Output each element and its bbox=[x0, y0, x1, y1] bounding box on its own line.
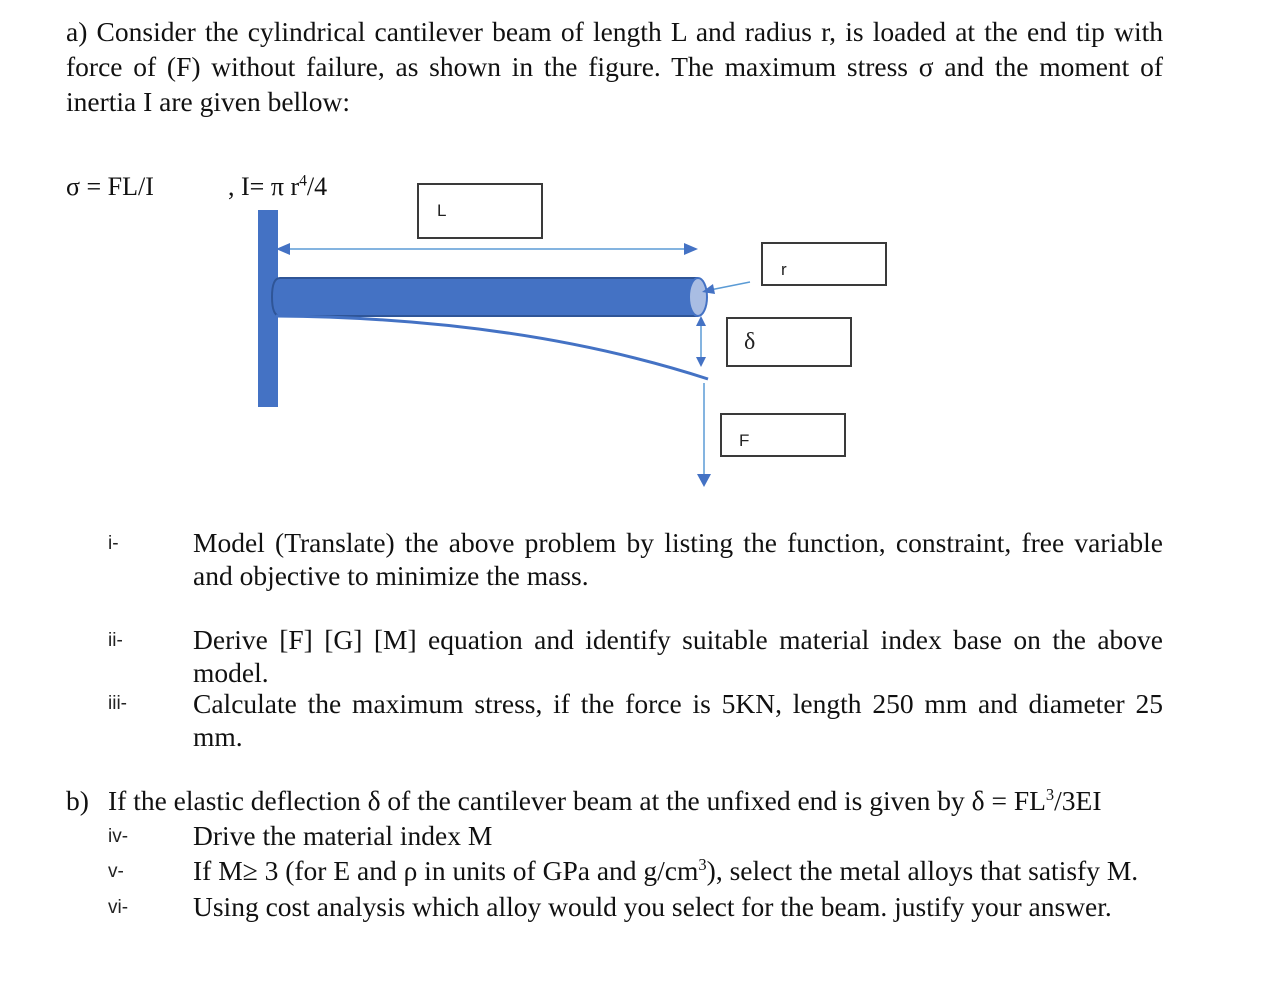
deflection-label-box bbox=[726, 317, 852, 367]
question-text bbox=[193, 854, 1138, 887]
inertia-exponent: 4 bbox=[299, 172, 307, 190]
question-exponent: 3 bbox=[698, 854, 707, 874]
question-number: i- bbox=[108, 533, 119, 554]
deflection-label: δ bbox=[744, 329, 756, 355]
question-number: vi- bbox=[108, 897, 129, 918]
question-text: Model (Translate) the above problem by listing the function, constraint, free variable and objective to minimize the mass. bbox=[193, 527, 1163, 591]
length-arrowhead-right bbox=[684, 243, 698, 255]
part-b-text-end: /3EI bbox=[1054, 785, 1102, 816]
part-b-statement bbox=[108, 784, 1102, 817]
inertia-prefix: , I= π r bbox=[228, 172, 300, 201]
part-b-text: If the elastic deflection δ of the cantilever beam at the unfixed end is given by δ = FL bbox=[108, 785, 1046, 816]
length-label-box bbox=[417, 183, 543, 239]
question-text: Derive [F] [G] [M] equation and identify suitable material index base on the above model. bbox=[193, 624, 1163, 688]
question-text-part: If M≥ 3 (for E and ρ in units of GPa and g/cm bbox=[193, 855, 699, 886]
force-label-box bbox=[720, 413, 846, 457]
beam-body bbox=[272, 278, 697, 316]
deflection-arrowhead-top bbox=[696, 316, 706, 326]
question-text-end: ), select the metal alloys that satisfy M. bbox=[706, 855, 1139, 886]
question-text: Drive the material index M bbox=[193, 820, 493, 851]
length-label: L bbox=[437, 201, 447, 220]
question-number: v- bbox=[108, 861, 124, 882]
radius-label-box bbox=[761, 242, 887, 286]
question-text: Using cost analysis which alloy would you select for the beam. justify your answer. bbox=[193, 891, 1112, 922]
problem-intro: a) Consider the cylindrical cantilever beam of length L and radius r, is loaded at the end tip with force of (F) without failure, as shown in the figure. The maximum stress σ and the moment of inertia I are given bellow: bbox=[66, 16, 1163, 117]
inertia-suffix: /4 bbox=[306, 172, 328, 201]
deflection-curve bbox=[276, 316, 708, 379]
radius-pointer bbox=[710, 282, 750, 290]
part-b-exponent: 3 bbox=[1045, 784, 1055, 804]
deflection-arrowhead-bottom bbox=[696, 357, 706, 367]
part-b-label: b) bbox=[66, 785, 89, 816]
length-arrowhead-left bbox=[276, 243, 290, 255]
radius-label: r bbox=[781, 260, 787, 279]
force-arrowhead bbox=[697, 474, 711, 487]
question-number: iii- bbox=[108, 693, 127, 714]
force-label: F bbox=[739, 431, 750, 450]
stress-equation: σ = FL/I bbox=[66, 172, 154, 201]
question-number: iv- bbox=[108, 826, 129, 847]
question-number: ii- bbox=[108, 630, 123, 651]
beam-end-cap bbox=[689, 278, 707, 316]
question-text: Calculate the maximum stress, if the force is 5KN, length 250 mm and diameter 25 mm. bbox=[193, 688, 1163, 752]
